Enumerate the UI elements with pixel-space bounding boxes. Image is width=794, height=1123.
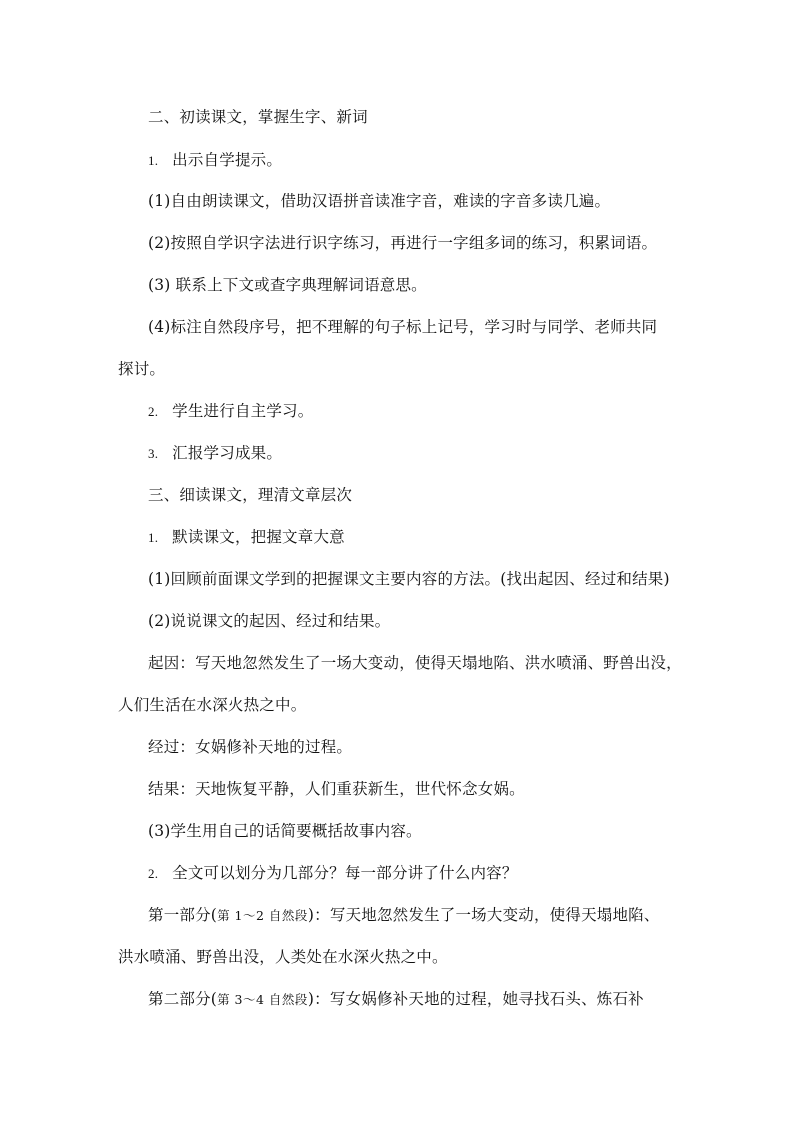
list-item-2	[148, 401, 313, 422]
section-heading-2	[148, 107, 368, 127]
paragraph-text: (2)按照自学识字法进行识字练习，再进行一字组多词的练习，积累词语。	[148, 234, 658, 252]
paragraph-text: 人们生活在水深火热之中。	[118, 696, 307, 714]
heading-text: 三、细读课文，理清文章层次	[148, 486, 353, 504]
paragraph-text: 洪水喷涌、野兽出没，人类处在水深火热之中。	[118, 948, 448, 966]
paragraph-line	[148, 317, 657, 337]
paragraph-text: (1)自由朗读课文，借助汉语拼音读准字音，难读的字音多读几遍。	[148, 192, 611, 210]
paragraph-line	[148, 191, 610, 211]
paragraph-range-note: 第 3～4 自然段	[217, 992, 308, 1007]
list-item-1	[148, 527, 345, 548]
list-text: 学生进行自主学习。	[172, 402, 314, 420]
paragraph-line	[148, 275, 427, 295]
paragraph-text: )：写女娲修补天地的过程，她寻找石头、炼石补	[307, 990, 644, 1008]
paragraph-line	[148, 821, 422, 841]
paragraph-line	[148, 569, 670, 589]
list-number: 3.	[148, 446, 159, 461]
paragraph-text: (2)说说课文的起因、经过和结果。	[148, 612, 391, 630]
paragraph-line	[148, 737, 352, 757]
paragraph-line	[148, 989, 644, 1010]
list-number: 2.	[148, 866, 159, 881]
paragraph-line	[148, 905, 660, 926]
list-number: 2.	[148, 404, 159, 419]
paragraph-line	[148, 653, 682, 673]
section-heading-3	[148, 485, 352, 505]
paragraph-line	[148, 233, 657, 253]
paragraph-line-continuation	[118, 695, 306, 715]
heading-text: 二、初读课文，掌握生字、新词	[148, 108, 368, 126]
paragraph-text: 经过：女娲修补天地的过程。	[148, 738, 353, 756]
paragraph-text: 结果：天地恢复平静，人们重获新生，世代怀念女娲。	[148, 780, 525, 798]
paragraph-line-continuation	[118, 359, 165, 379]
list-item-2	[148, 863, 518, 884]
paragraph-text: 起因：写天地忽然发生了一场大变动，使得天塌地陷、洪水喷涌、野兽出没，	[148, 654, 682, 672]
paragraph-text: )：写天地忽然发生了一场大变动，使得天塌地陷、	[307, 906, 660, 924]
paragraph-text: (3) 联系上下文或查字典理解词语意思。	[148, 276, 427, 294]
paragraph-text: 第一部分(	[148, 906, 218, 924]
paragraph-range-note: 第 1～2 自然段	[217, 908, 308, 923]
list-item-3	[148, 443, 282, 464]
list-item-1	[148, 150, 282, 171]
list-text: 默读课文，把握文章大意	[172, 528, 345, 546]
list-text: 全文可以划分为几部分？每一部分讲了什么内容？	[172, 864, 518, 882]
paragraph-text: (1)回顾前面课文学到的把握课文主要内容的方法。(找出起因、经过和结果)	[148, 570, 670, 588]
list-text: 出示自学提示。	[172, 151, 283, 169]
paragraph-text: (3)学生用自己的话简要概括故事内容。	[148, 822, 422, 840]
paragraph-line	[148, 611, 390, 631]
paragraph-text: 第二部分(	[148, 990, 218, 1008]
paragraph-text: (4)标注自然段序号，把不理解的句子标上记号，学习时与同学、老师共同	[148, 318, 658, 336]
list-number: 1.	[148, 530, 159, 545]
paragraph-text: 探讨。	[118, 360, 166, 378]
paragraph-line-continuation	[118, 947, 448, 967]
list-text: 汇报学习成果。	[172, 444, 283, 462]
paragraph-line	[148, 779, 525, 799]
list-number: 1.	[148, 153, 159, 168]
